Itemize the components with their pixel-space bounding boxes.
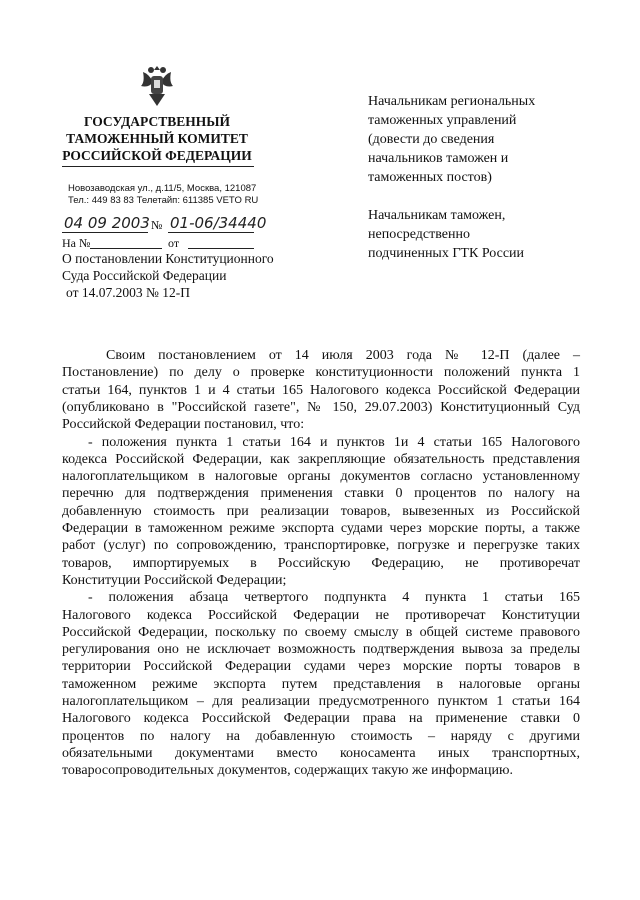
org-line: ТАМОЖЕННЫЙ КОМИТЕТ: [66, 131, 248, 146]
body-line: налогоплательщиком – для реализации предусмотренного пунктом 1 статьи 164: [62, 694, 580, 709]
subject-line: О постановлении Конституционного: [62, 251, 274, 266]
doc-number: 01-06/34440: [170, 214, 267, 232]
body-line: Налогового кодекса Российской Федерации не противоречат Конституции: [62, 607, 580, 623]
body-line: Налогового кодекса Российской Федерации права на применение ставки 0: [62, 711, 580, 727]
doc-date: 04 09 2003: [64, 214, 150, 232]
subject-line: Суда Российской Федерации: [62, 268, 227, 283]
phone: Тел.: 449 83 83 Телетайп: 611385 VETO RU: [68, 195, 259, 206]
body-line: Конституции Российской Федерации;: [62, 572, 287, 588]
addressee-line: начальников таможен и: [368, 151, 509, 166]
addressee-line: подчиненных ГТК России: [368, 246, 525, 261]
ref-date-field: [188, 248, 254, 249]
subject: [62, 250, 274, 301]
addressee-line: таможенных управлений: [368, 113, 517, 128]
addressee-line: (довести до сведения: [368, 132, 495, 147]
body-line: Российской Федерации постановил, что:: [62, 417, 305, 433]
addressee-line: [368, 187, 535, 206]
organization-name: [62, 113, 252, 164]
body-line: Федерации в таможенном режиме экспорта судами через морские порты, а также: [62, 521, 580, 536]
body-line: товаров, импортируемых в Российскую Федерацию, не противоречат: [62, 555, 580, 571]
body-line: кодекса Российской Федерации, как закрепляющие обязательность представления: [62, 451, 580, 467]
body-line: процентов по налогу на добавленную стоимость – наряду с другими: [62, 728, 580, 744]
address: Новозаводская ул., д.11/5, Москва, 121087: [68, 183, 257, 194]
org-address: [68, 183, 258, 207]
date-underline: [62, 232, 148, 233]
body-line: регулирования оно не исключает возможность подтверждения вывоза за пределы: [62, 642, 580, 658]
addressee-line: таможенных постов): [368, 170, 492, 185]
body-line: Постановление) по делу о проверке конституционности положений пункта 1: [62, 365, 580, 381]
ref-number-field: [90, 248, 162, 249]
addressees: [368, 92, 535, 263]
body-line: статьи 164, пунктов 1 и 4 статьи 165 Налогового кодекса Российской Федерации: [62, 382, 580, 398]
org-line: РОССИЙСКОЙ ФЕДЕРАЦИИ: [62, 148, 252, 163]
body-line: территории Российской Федерации судами через морские порты товаров в: [62, 659, 580, 675]
number-underline: [168, 232, 254, 233]
subject-line: от 14.07.2003 № 12-П: [66, 285, 190, 300]
coat-of-arms-icon: [135, 62, 179, 110]
body-line: перечню для подтверждения применения ставки 0 процентов по налогу на: [62, 486, 580, 502]
body-line: добавленную стоимость при реализации товаров, вывезенных из Российской: [62, 503, 580, 519]
number-label: №: [151, 218, 163, 232]
addressee-line: Начальникам таможен,: [368, 208, 506, 223]
body-line: - положения абзаца четвертого подпункта 4 пункта 1 статьи 165: [88, 590, 580, 606]
addressee-line: Начальникам региональных: [368, 94, 536, 109]
addressee-line: непосредственно: [368, 227, 470, 242]
body-line: таможенном режиме экспорта путем представления в налоговые органы: [62, 676, 580, 692]
body-line: налогоплательщиком в налоговые органы документов согласно установленному: [62, 469, 580, 485]
ref-date-label: от: [168, 236, 180, 250]
divider: [62, 166, 254, 167]
body-line: (опубликовано в "Российской газете", № 150, 29.07.2003) Конституционный Суд: [62, 399, 580, 415]
body-line: работ (услуг) по сопровождению, транспортировке, погрузке и перегрузке таких: [62, 538, 580, 554]
body-line: обязательными документами вместо коносамента иных транспортных,: [62, 745, 580, 761]
org-line: ГОСУДАРСТВЕННЫЙ: [83, 114, 230, 129]
body-line: Российской Федерации, поскольку по своему смыслу в общей системе правового: [62, 624, 580, 640]
body-line: - положения пункта 1 статьи 164 и пунктов 1и 4 статьи 165 Налогового: [88, 434, 580, 450]
ref-number-label: На №: [62, 236, 91, 250]
body-line: Своим постановлением от 14 июля 2003 года № 12-П (далее –: [106, 348, 580, 363]
body-line: товаросопроводительных документов, содержащих такую же информацию.: [62, 763, 513, 779]
